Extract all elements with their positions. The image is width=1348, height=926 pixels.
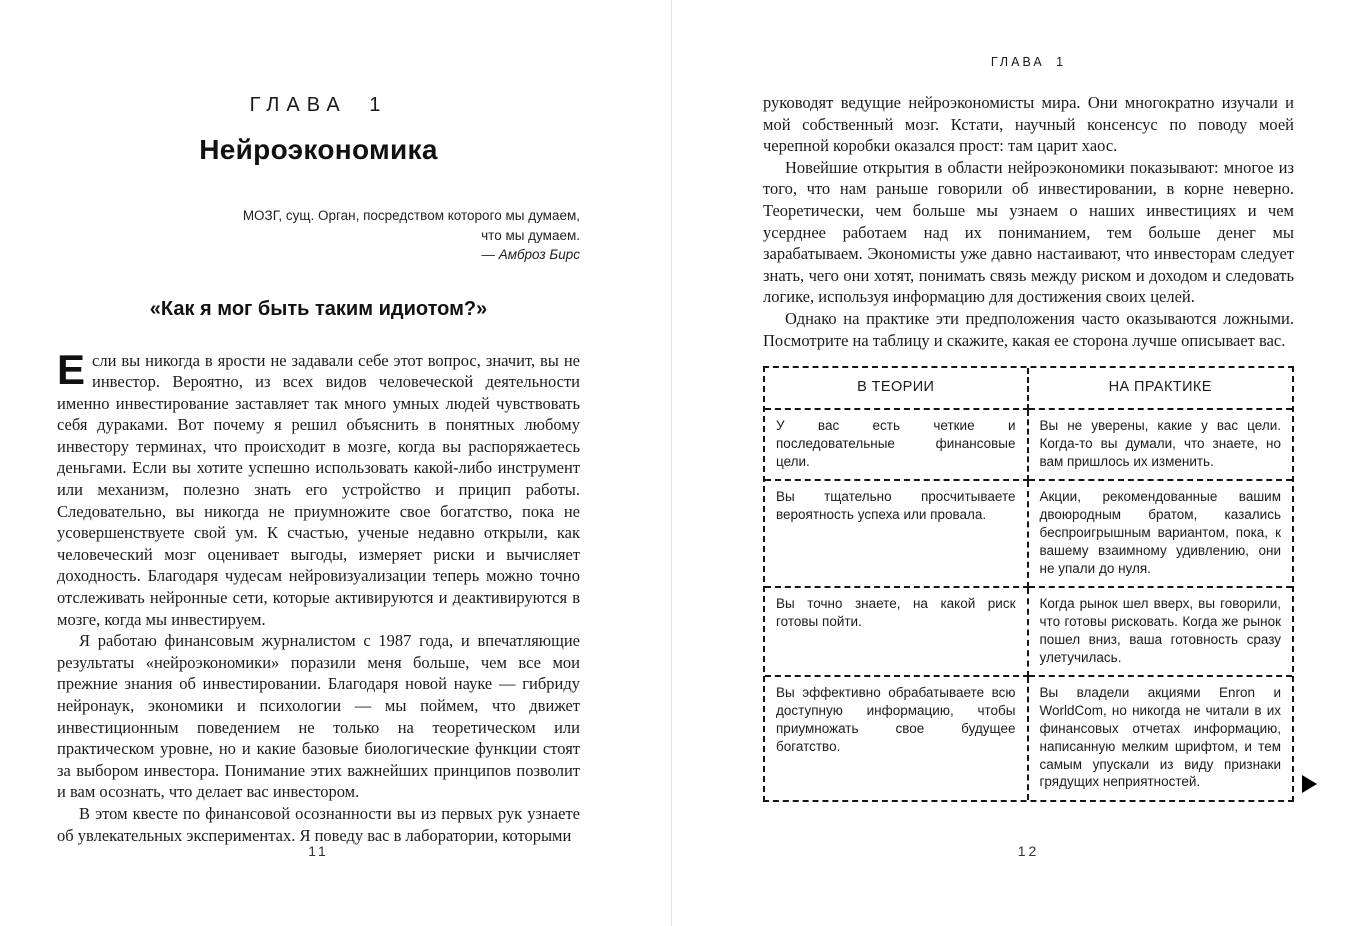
paragraph: Однако на практике эти предположения часто оказываются ложными. Посмотрите на таблицу и скажите, какая ее сторона лучше описывает вас. [763, 308, 1294, 350]
table-cell: У вас есть четкие и последовательные финансовые цели. [765, 410, 1029, 481]
running-head: ГЛАВА 1 [990, 55, 1067, 69]
paragraph: Я работаю финансовым журналистом с 1987 года, и впечатляющие результаты «нейроэкономики» поразили меня больше, чем все мои прежние знания об инвестировании. Благодаря новой науке — гибриду нейронаук, экономики и психологии — мы поймем, что движет инвестиционным поведением не только на теоретическом или практическом уровне, но и какие базовые биологические функции стоят за выбором инвестора. Понимание этих важнейших принципов позволит и вам осознать, что делает вас инвестором. [57, 631, 580, 802]
table-continued-arrow-icon [1302, 775, 1317, 793]
table-cell: Вы эффективно обрабатываете всю доступную информацию, чтобы приумножать свое будущее богатство. [765, 677, 1029, 800]
page-gutter-divider [671, 0, 672, 926]
epigraph-line-2: что мы думаем. [481, 227, 580, 243]
page-number-right: 12 [1017, 843, 1040, 859]
body-text-left [57, 345, 580, 847]
epigraph [57, 206, 580, 265]
paragraph-text: сли вы никогда в ярости не задавали себе этот вопрос, значит, вы не инвестор. Вероятно, из всех видов человеческой деятельности именно инвестирование заставляет так много умных людей чувствовать себя дураками. Вот почему я решил объяснить в понятных любому инвестору терминах, что происходит в мозге, когда вы распоряжаетесь деньгами. Если вы хотите успешно использовать какой-либо инструмент или механизм, полезно знать его устройство и прицип работы. Следовательно, вы никогда не приумножите свое богатство, пока не усовершенствуете свой ум. К счастью, ученые недавно открыли, как человеческий мозг оценивает выгоды, измеряет риски и вычисляет доходность. Благодаря чудесам нейровизуализации теперь можно точно отслеживать нейронные сети, которые активируются и деактивируются в мозге, когда мы инвестируем. [57, 350, 580, 629]
page-left [57, 0, 580, 846]
epigraph-line-1: МОЗГ, сущ. Орган, посредством которого мы думаем, [242, 208, 580, 223]
table-cell: Вы владели акциями Enron и WorldCom, но никогда не читали в их финансовых отчетах информацию, написанную мелким шрифтом, и тем самым упускали из виду признаки грядущих неприятностей. [1039, 685, 1281, 790]
drop-cap: Е [57, 345, 86, 393]
table-header-theory: В ТЕОРИИ [765, 368, 1029, 410]
body-text-right [763, 92, 1294, 351]
table-cell: Вы точно знаете, на какой риск готовы пойти. [765, 588, 1029, 677]
section-title: «Как я мог быть таким идиотом?» [149, 297, 488, 320]
table-header-practice: НА ПРАКТИКЕ [1029, 368, 1293, 410]
paragraph: Новейшие открытия в области нейроэкономики показывают: многое из того, что нам раньше говорили об инвестировании, в корне неверно. Теоретически, чем больше мы узнаем о наших инвестициях и чем усерднее работаем над их пониманием, тем больше денег мы зарабатываем. Экономисты уже давно настаивают, что инвесторам следует знать, чего они хотят, понимать связь между риском и доходом и следовать логике, используя информацию для достижения своих целей. [763, 157, 1294, 307]
theory-practice-table [763, 366, 1294, 802]
theory-practice-table-wrap [763, 366, 1294, 802]
paragraph [57, 345, 580, 631]
table-cell: Вы не уверены, какие у вас цели. Когда-то вы думали, что знаете, но вам пришлось их изменить. [1029, 410, 1293, 481]
chapter-title: Нейроэкономика [199, 134, 438, 165]
page-number-left: 11 [308, 843, 329, 859]
paragraph: руководят ведущие нейроэкономисты мира. Они многократно изучали и мой собственный мозг. Кстати, научный консенсус по поводу моей черепной коробки оказался прост: там царит хаос. [763, 93, 1294, 156]
page-right [763, 0, 1294, 802]
chapter-label: ГЛАВА 1 [249, 94, 388, 116]
paragraph: В этом квесте по финансовой осознанности вы из первых рук узнаете об увлекательных экспериментах. Я поведу вас в лаборатории, которыми [57, 803, 580, 845]
table-cell: Акции, рекомендованные вашим двоюродным братом, казались беспроигрышным вариантом, пока, к вашему взаимному удивлению, они не упали до нуля. [1029, 481, 1293, 588]
table-cell: Когда рынок шел вверх, вы говорили, что готовы рисковать. Когда же рынок пошел вниз, ваша готовность сразу улетучилась. [1029, 588, 1293, 677]
table-cell: Вы тщательно просчитываете вероятность успеха или провала. [765, 481, 1029, 588]
epigraph-attribution: — Амброз Бирс [481, 247, 580, 262]
